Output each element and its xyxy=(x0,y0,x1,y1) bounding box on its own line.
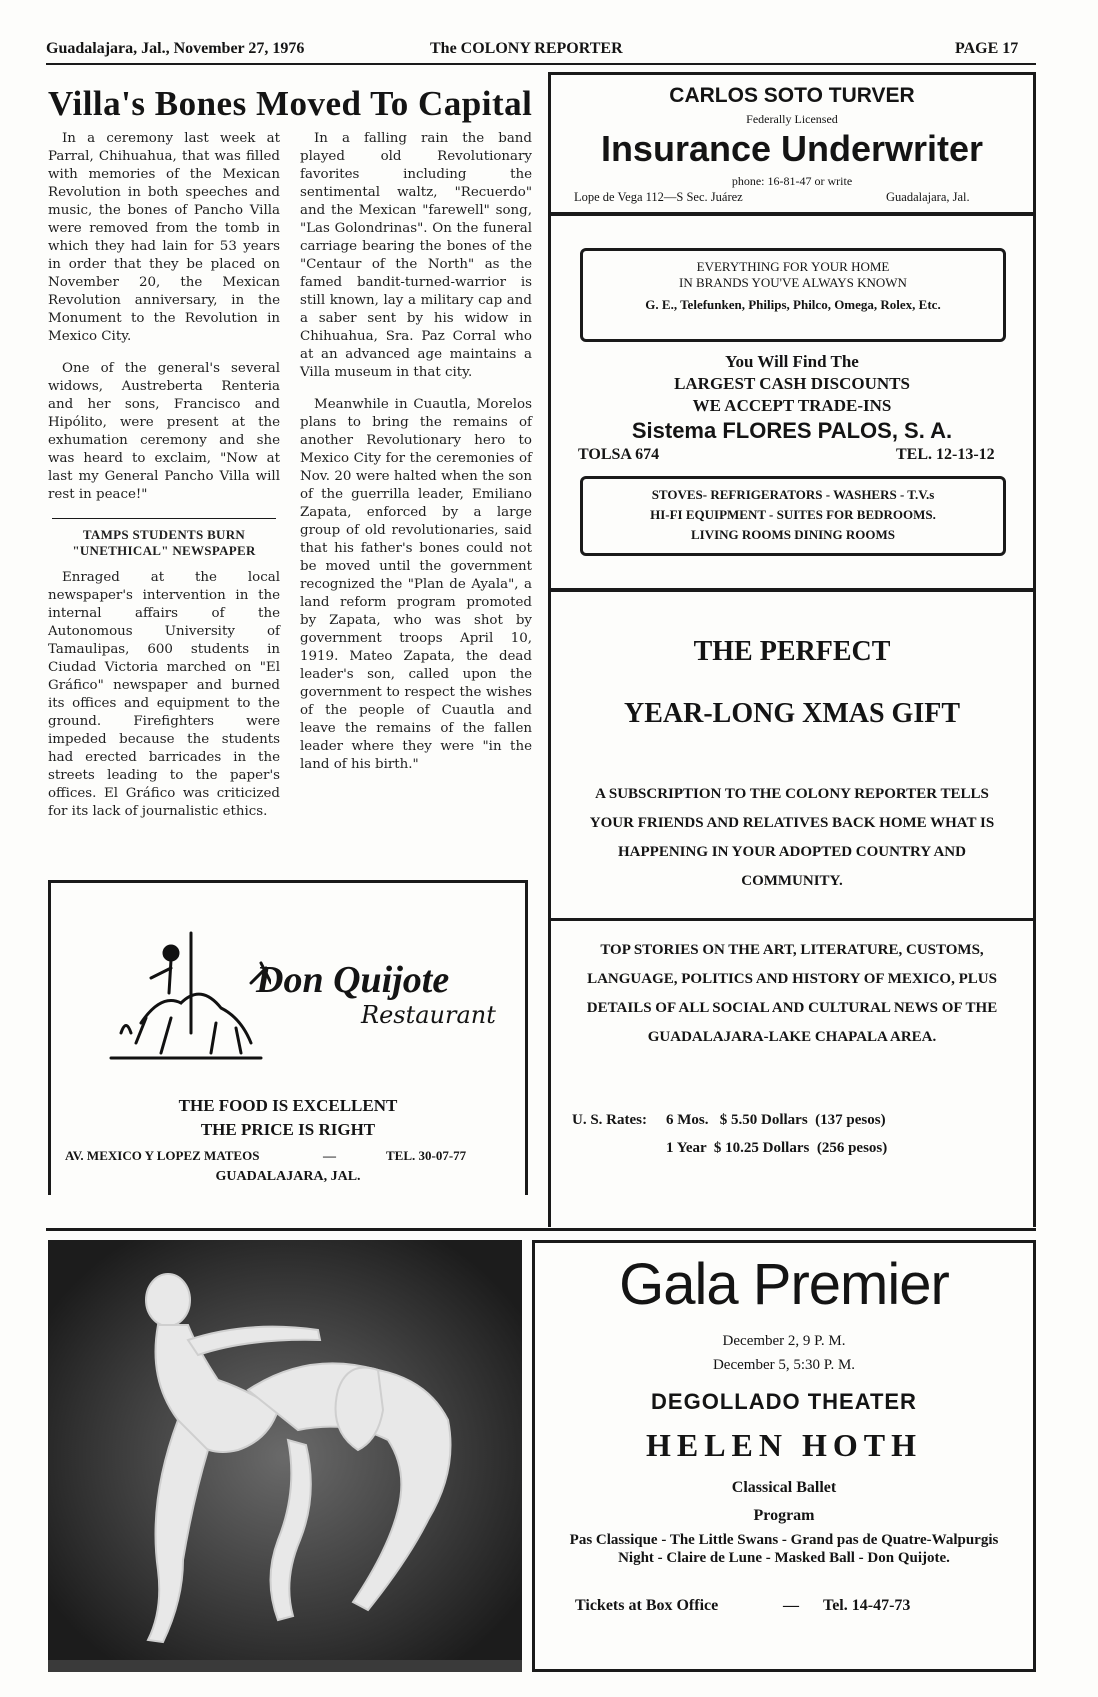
ballet-photo xyxy=(48,1240,522,1672)
don-quijote-ad: Don Quijote Restaurant THE FOOD IS EXCELLENT THE PRICE IS RIGHT AV. MEXICO Y LOPEZ MATEOS — TEL. 30-07-77 GUADALAJARA, JAL. xyxy=(48,880,528,1195)
flores-line-b: LARGEST CASH DISCOUNTS xyxy=(674,374,910,393)
gala-genre: Classical Ballet xyxy=(731,1479,837,1496)
gala-dash: — xyxy=(783,1597,799,1614)
flores-divider xyxy=(548,588,1036,592)
article-paragraph: One of the general's several widows, Austreberta Renteria and her sons, Francisco and Hipólito, were present at the exhumation ceremony and she was heard to exclaim, "Now at last my General Pancho Villa will rest in peace!" xyxy=(48,361,280,502)
newspaper-name: The COLONY REPORTER xyxy=(430,40,623,57)
gift-divider xyxy=(548,918,1036,921)
gift-paragraph-1: A SUBSCRIPTION TO THE COLONY REPORTER TELLS YOUR FRIENDS AND RELATIVES BACK HOME WHAT IS HAPPENING IN YOUR ADOPTED COUNTRY AND COMMUNITY. xyxy=(589,786,995,889)
flores-palos-ad xyxy=(556,222,1028,582)
gala-program-label: Program xyxy=(753,1507,815,1524)
gala-date-1: December 2, 9 P. M. xyxy=(722,1333,846,1349)
right-frame-right xyxy=(1033,72,1036,1227)
quijote-address: AV. MEXICO Y LOPEZ MATEOS xyxy=(65,1148,260,1163)
quijote-city: GUADALAJARA, JAL. xyxy=(215,1169,361,1184)
insurer-address: Lope de Vega 112—S Sec. Juárez xyxy=(574,190,743,204)
page-number: PAGE 17 xyxy=(955,40,1019,57)
column-divider xyxy=(52,518,276,519)
gala-program: Pas Classique - The Little Swans - Grand pas de Quatre-Walpurgis Night - Claire de Lune - Masked Ball - Don Quijote. xyxy=(569,1532,999,1566)
insurer-licensed: Federally Licensed xyxy=(746,112,838,126)
products-box xyxy=(580,476,1006,556)
main-headline: Villa's Bones Moved To Capital xyxy=(48,84,533,123)
insurance-divider xyxy=(548,212,1036,216)
restaurant-script: Restaurant xyxy=(361,1001,496,1029)
article-column-2 xyxy=(300,130,532,788)
flores-company: Sistema FLORES PALOS, S. A. xyxy=(631,418,953,443)
article-paragraph: In a ceremony last week at Parral, Chihuahua, that was filled with memories of the Mexican Revolution in both speeches and music, the bones of Pancho Villa were removed from the tomb in which they had lain for 53 years in order that they be placed on November 20, the Mexican Revolution anniversary, in the Monument to the Revolution in Mexico City. xyxy=(48,131,280,344)
flores-line-a: You Will Find The xyxy=(725,352,859,371)
brands-line-1: EVERYTHING FOR YOUR HOME xyxy=(696,259,890,274)
flores-street: TOLSA 674 xyxy=(578,446,660,463)
gala-premier-ad xyxy=(532,1240,1036,1672)
gala-artist: HELEN HOTH xyxy=(645,1427,923,1463)
insurer-title: Insurance Underwriter xyxy=(600,128,984,169)
gift-paragraph-2: TOP STORIES ON THE ART, LITERATURE, CUSTOMS, LANGUAGE, POLITICS AND HISTORY OF MEXICO, PLUS DETAILS OF ALL SOCIAL AND CULTURAL NEWS OF THE GUADALAJARA-LAKE CHAPALA AREA. xyxy=(586,942,998,1045)
article-paragraph: Enraged at the local newspaper's intervention in the internal affairs of the Autonomous University of Tamaulipas, 600 students in Ciudad Victoria marched on "El Gráfico" newspaper and burned its offices and equipment to the ground. Firefighters were impeded because the students had erected barricades in the streets leading to the paper's offices. El Gráfico was criticized for its lack of journalistic ethics. xyxy=(48,570,280,819)
insurer-name: CARLOS SOTO TURVER xyxy=(669,84,915,107)
products-line-3: LIVING ROOMS DINING ROOMS xyxy=(690,527,896,542)
article-paragraph: Meanwhile in Cuautla, Morelos plans to bring the remains of another Revolutionary hero to Mexico City for the ceremonies of Nov. 20 were halted when the son of the guerrilla leader, Emiliano Zapata, enforced by a large group of old revolutionaries, said that his father's bones could not be moved until the government recognized the "Plan de Ayala", a land reform program promoted by Zapata, who was shot by government troops April 10, 1919. Mateo Zapata, the dead leader's son, called upon the government to respect the wishes of the people of Cuautla and leave the remains of the fallen leader where they were "in the land of his birth." xyxy=(300,397,532,772)
products-line-2: HI-FI EQUIPMENT - SUITES FOR BEDROOMS. xyxy=(650,507,936,522)
flores-line-c: WE ACCEPT TRADE-INS xyxy=(692,396,892,415)
quijote-line-1: THE FOOD IS EXCELLENT xyxy=(178,1096,398,1115)
brands-box xyxy=(580,248,1006,342)
article-column-1 xyxy=(48,130,280,835)
right-frame-left xyxy=(548,72,551,1227)
rate-one-year: 1 Year $ 10.25 Dollars (256 pesos) xyxy=(666,1140,888,1156)
flores-tel: TEL. 12-13-12 xyxy=(896,446,995,463)
brands-list: G. E., Telefunken, Philips, Philco, Omega, Rolex, Etc. xyxy=(645,297,941,312)
gala-title: Gala Premier xyxy=(619,1252,949,1317)
rate-six-months: 6 Mos. $ 5.50 Dollars (137 pesos) xyxy=(666,1112,886,1128)
restaurant-name: Don Quijote xyxy=(256,959,450,1001)
subscription-ad xyxy=(556,600,1028,1200)
dateline: Guadalajara, Jal., November 27, 1976 xyxy=(46,40,305,57)
article-paragraph: In a falling rain the band played old Revolutionary favorites including the sentimental waltz, "Recuerdo" and the Mexican "farewell" song, "Las Golondrinas". On the funeral carriage bearing the bones of the "Centaur of the North" as the famed bandit-turned-warrior is still known, lay a military cap and a saber sent by his widow in Chihuahua, Sra. Paz Corral who at an advanced age maintains a Villa museum in that city. xyxy=(300,131,532,380)
insurance-ad xyxy=(556,78,1028,208)
masthead-rule xyxy=(46,63,1036,65)
insurer-city: Guadalajara, Jal. xyxy=(886,190,970,204)
gala-tickets: Tickets at Box Office xyxy=(575,1597,719,1614)
right-frame-top xyxy=(548,72,1036,75)
don-quijote-illustration-icon xyxy=(101,923,271,1063)
insurer-phone: phone: 16-81-47 or write xyxy=(731,174,853,188)
tamps-headline: TAMPS STUDENTS BURN "UNETHICAL" NEWSPAPER xyxy=(72,527,256,558)
gala-date-2: December 5, 5:30 P. M. xyxy=(712,1357,856,1373)
quijote-tel: TEL. 30-07-77 xyxy=(386,1148,467,1163)
gala-venue: DEGOLLADO THEATER xyxy=(651,1389,917,1414)
quijote-line-2: THE PRICE IS RIGHT xyxy=(200,1120,376,1139)
gift-head-1: THE PERFECT xyxy=(693,636,891,667)
bottom-section-rule xyxy=(46,1228,1036,1231)
gala-tel: Tel. 14-47-73 xyxy=(823,1597,911,1614)
brands-line-2: IN BRANDS YOU'VE ALWAYS KNOWN xyxy=(679,275,907,290)
products-line-1: STOVES- REFRIGERATORS - WASHERS - T.V.s xyxy=(651,487,935,502)
rates-label: U. S. Rates: xyxy=(572,1112,647,1128)
ballet-dancers-icon xyxy=(48,1240,522,1672)
gift-head-2: YEAR-LONG XMAS GIFT xyxy=(623,698,960,729)
